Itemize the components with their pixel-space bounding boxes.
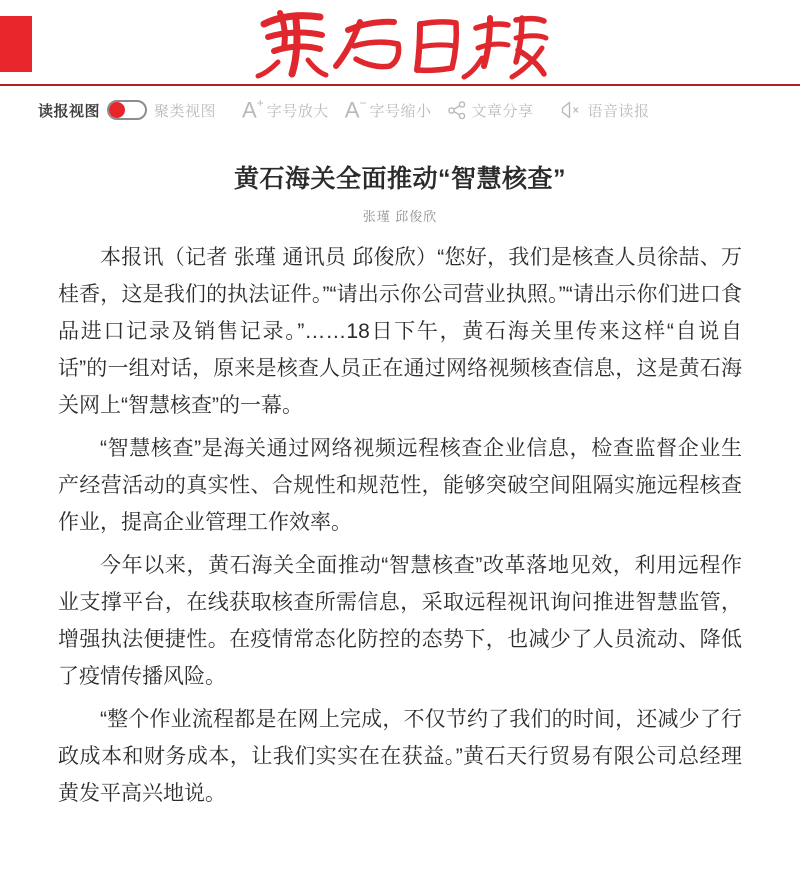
font-increase-label: 字号放大 (266, 102, 329, 120)
reader-toolbar (0, 86, 800, 135)
font-decrease-label: 字号缩小 (369, 102, 432, 120)
newspaper-logo[interactable] (0, 4, 800, 82)
article-paragraph: “整个作业流程都是在网上完成，不仅节约了我们的时间，还减少了行政成本和财务成本，让我们实实在在获益。”黄石天行贸易有限公司总经理黄发平高兴地说。 (58, 707, 742, 805)
view-mode-cluster-label: 聚类视图 (154, 102, 217, 120)
toggle-knob-icon (109, 102, 125, 118)
article-byline: 张瑾 邱俊欣 (362, 208, 438, 224)
article-body (58, 239, 742, 812)
font-decrease-button[interactable] (345, 86, 432, 134)
masthead-divider (0, 84, 800, 86)
text-to-speech-button[interactable] (559, 86, 649, 134)
share-button[interactable] (447, 86, 533, 134)
tts-label: 语音读报 (587, 102, 650, 120)
font-increase-icon: A+ (242, 95, 264, 123)
font-increase-button[interactable] (242, 86, 329, 134)
article-paragraph: 今年以来，黄石海关全面推动“智慧核查”改革落地见效，利用远程作业支撑平台，在线获取核查所需信息，采取远程视讯询问推进智慧监管，增强执法便捷性。在疫情常态化防控的态势下，也减少了人员流动、降低了疫情传播风险。 (58, 553, 742, 688)
share-icon (447, 100, 467, 120)
font-decrease-icon: A− (344, 95, 367, 123)
speaker-mute-icon (559, 100, 583, 120)
share-label: 文章分享 (471, 102, 534, 120)
view-mode-toggle[interactable] (107, 100, 147, 120)
article-headline: 黄石海关全面推动“智慧核查” (233, 165, 566, 193)
view-mode-switch[interactable] (38, 86, 216, 134)
article-container (0, 163, 800, 812)
view-mode-reading-label: 读报视图 (38, 102, 101, 120)
newspaper-logo-icon (250, 4, 550, 82)
masthead (0, 0, 800, 86)
article-paragraph: 本报讯（记者 张瑾 通讯员 邱俊欣）“您好，我们是核查人员徐喆、万桂香，这是我们的执法证件。”“请出示你公司营业执照。”“请出示你们进口食品进口记录及销售记录。”……18日下午，黄石海关里传来这样“自说自话”的一组对话，原来是核查人员正在通过网络视频核查信息，这是黄石海关网上“智慧核查”的一幕。 (58, 245, 742, 417)
article-paragraph: “智慧核查”是海关通过网络视频远程核查企业信息，检查监督企业生产经营活动的真实性、合规性和规范性，能够突破空间阻隔实施远程核查作业，提高企业管理工作效率。 (58, 436, 742, 534)
